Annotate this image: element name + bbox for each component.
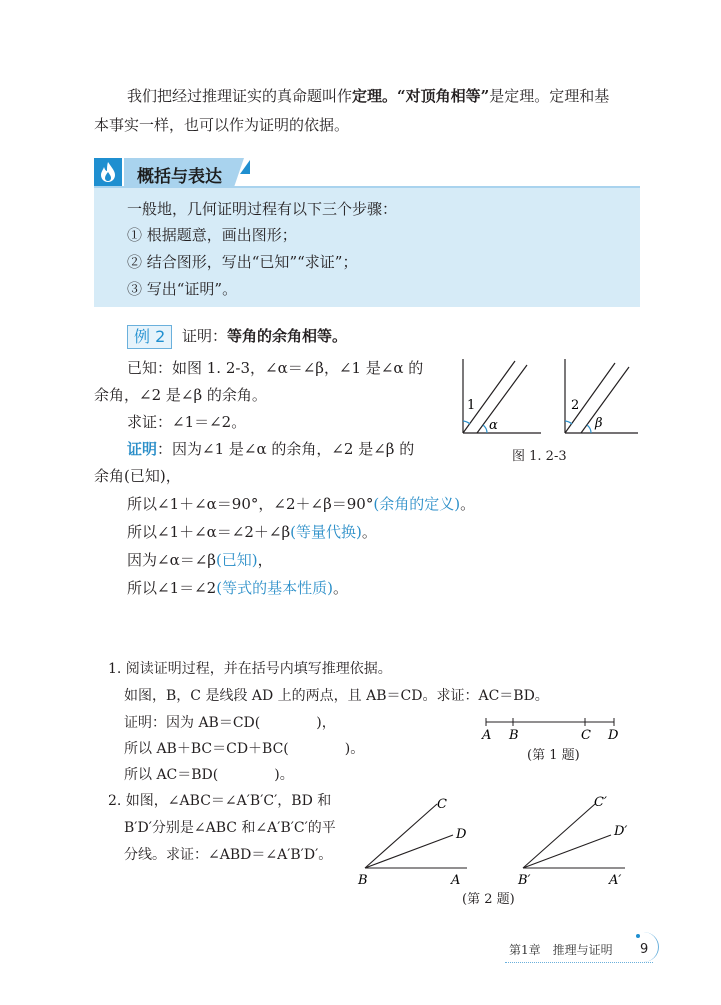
term-theorem: 定理。 xyxy=(352,87,398,105)
fig-label-1: 1 xyxy=(467,398,476,413)
q2-line-2: B′D′分别是∠ABC 和∠A′B′C′的平 xyxy=(124,820,336,836)
q1-caption: (第 1 题) xyxy=(527,748,580,763)
quoted-theorem: “对顶角相等” xyxy=(397,87,490,105)
example-tag: 例 2 xyxy=(127,325,172,349)
example-title xyxy=(182,325,347,347)
q2-label-d: D xyxy=(456,827,467,842)
example-title-pre: 证明： xyxy=(182,327,228,345)
step4-reason: (等式的基本性质) xyxy=(216,579,333,597)
step3-end: ， xyxy=(257,551,273,569)
intro-line-1 xyxy=(127,82,609,110)
q1-line-3: 证明：因为 AB＝CD( )， xyxy=(124,715,336,731)
summary-header-icon-bg xyxy=(94,158,122,186)
step2-reason: (等量代换) xyxy=(290,523,362,541)
q2-label-c: C xyxy=(437,797,447,812)
q2-left-ray-bd xyxy=(365,835,453,868)
step4-text: 所以∠1＝∠2 xyxy=(127,579,217,597)
intro-line-2: 本事实一样，也可以作为证明的依据。 xyxy=(94,116,350,134)
summary-title: 概括与表达 xyxy=(137,167,222,187)
q1-line-4: 所以 AB＋BC＝CD＋BC( )。 xyxy=(124,741,365,757)
intro-text-post: 是定理。定理和基 xyxy=(489,87,610,105)
q1-label-c: C xyxy=(581,728,591,742)
fig-right-arc-beta xyxy=(587,425,591,433)
step3-text: 因为∠α＝∠β xyxy=(127,551,216,569)
q1-line-1: 1. 阅读证明过程，并在括号内填写推理依据。 xyxy=(108,661,392,677)
step1-reason: (余角的定义) xyxy=(373,495,461,513)
intro-text: 我们把经过推理证实的真命题叫作 xyxy=(127,87,353,105)
given-line-1: 已知：如图 1. 2-3，∠α＝∠β，∠1 是∠α 的 xyxy=(127,359,424,377)
q2-right-ray-bd xyxy=(523,835,611,868)
q2-figure xyxy=(355,790,635,890)
proof-step-1 xyxy=(127,490,475,518)
proof-step-4 xyxy=(127,574,348,602)
flame-icon xyxy=(94,158,122,186)
fig-left-ray-b xyxy=(477,365,527,433)
summary-line-4: ③ 写出“证明”。 xyxy=(127,280,238,298)
figure-1-2-3-caption: 图 1. 2-3 xyxy=(512,449,567,464)
q2-left-ray-bc xyxy=(365,804,437,868)
proof-line-1 xyxy=(127,435,414,463)
step1-end: 。 xyxy=(460,495,476,513)
step3-reason: (已知) xyxy=(215,551,258,569)
footer-dot xyxy=(636,934,640,938)
q2-label-d-prime: D′ xyxy=(614,824,628,839)
q2-line-1: 2. 如图，∠ABC＝∠A′B′C′，BD 和 xyxy=(108,793,332,809)
step4-end: 。 xyxy=(332,579,348,597)
q2-label-a-prime: A′ xyxy=(609,873,622,888)
q2-label-a: A xyxy=(451,873,461,888)
q2-label-b-prime: B′ xyxy=(518,873,531,888)
q1-figure xyxy=(478,712,623,742)
proof-step-2 xyxy=(127,518,377,546)
q2-caption: (第 2 题) xyxy=(462,892,515,907)
summary-line-3: ② 结合图形，写出“已知”“求证”； xyxy=(127,253,358,271)
q1-label-d: D xyxy=(608,728,619,742)
q2-label-c-prime: C′ xyxy=(594,795,607,810)
step2-end: 。 xyxy=(361,523,377,541)
step1-text: 所以∠1＋∠α＝90°，∠2＋∠β＝90° xyxy=(127,495,374,513)
fig-label-alpha: α xyxy=(489,418,498,433)
q2-line-3: 分线。求证：∠ABD＝∠A′B′D′。 xyxy=(124,847,333,863)
q2-right-ray-bc xyxy=(523,804,595,868)
summary-header-corner xyxy=(240,160,250,174)
q2-label-b: B xyxy=(358,873,368,888)
proof-label: 证明 xyxy=(127,440,158,458)
footer-chapter: 第1章 推理与证明 xyxy=(509,943,613,957)
q1-label-a: A xyxy=(482,728,492,742)
prove-line: 求证：∠1＝∠2。 xyxy=(127,413,247,431)
proof-line-2: 余角(已知)， xyxy=(94,467,181,485)
given-line-2: 余角，∠2 是∠β 的余角。 xyxy=(94,386,267,404)
proof-text-1: ：因为∠1 是∠α 的余角，∠2 是∠β 的 xyxy=(157,440,415,458)
figure-1-2-3 xyxy=(455,355,645,440)
fig-label-beta: β xyxy=(595,416,603,431)
summary-line-2: ① 根据题意，画出图形； xyxy=(127,226,297,244)
fig-label-2: 2 xyxy=(571,398,580,413)
q1-line-5: 所以 AC＝BD( )。 xyxy=(124,767,294,783)
fig-right-arc-2 xyxy=(565,421,572,424)
example-title-bold: 等角的余角相等。 xyxy=(227,327,348,345)
fig-left-arc-alpha xyxy=(483,425,487,433)
footer-rule xyxy=(505,962,653,963)
proof-step-3 xyxy=(127,546,273,574)
fig-left-arc-1 xyxy=(463,421,470,424)
page-number: 9 xyxy=(640,942,649,957)
q1-line-2: 如图，B，C 是线段 AD 上的两点，且 AB＝CD。求证：AC＝BD。 xyxy=(124,688,549,704)
summary-line-1: 一般地，几何证明过程有以下三个步骤： xyxy=(127,200,398,218)
q1-label-b: B xyxy=(509,728,519,742)
step2-text: 所以∠1＋∠α＝∠2＋∠β xyxy=(127,523,291,541)
